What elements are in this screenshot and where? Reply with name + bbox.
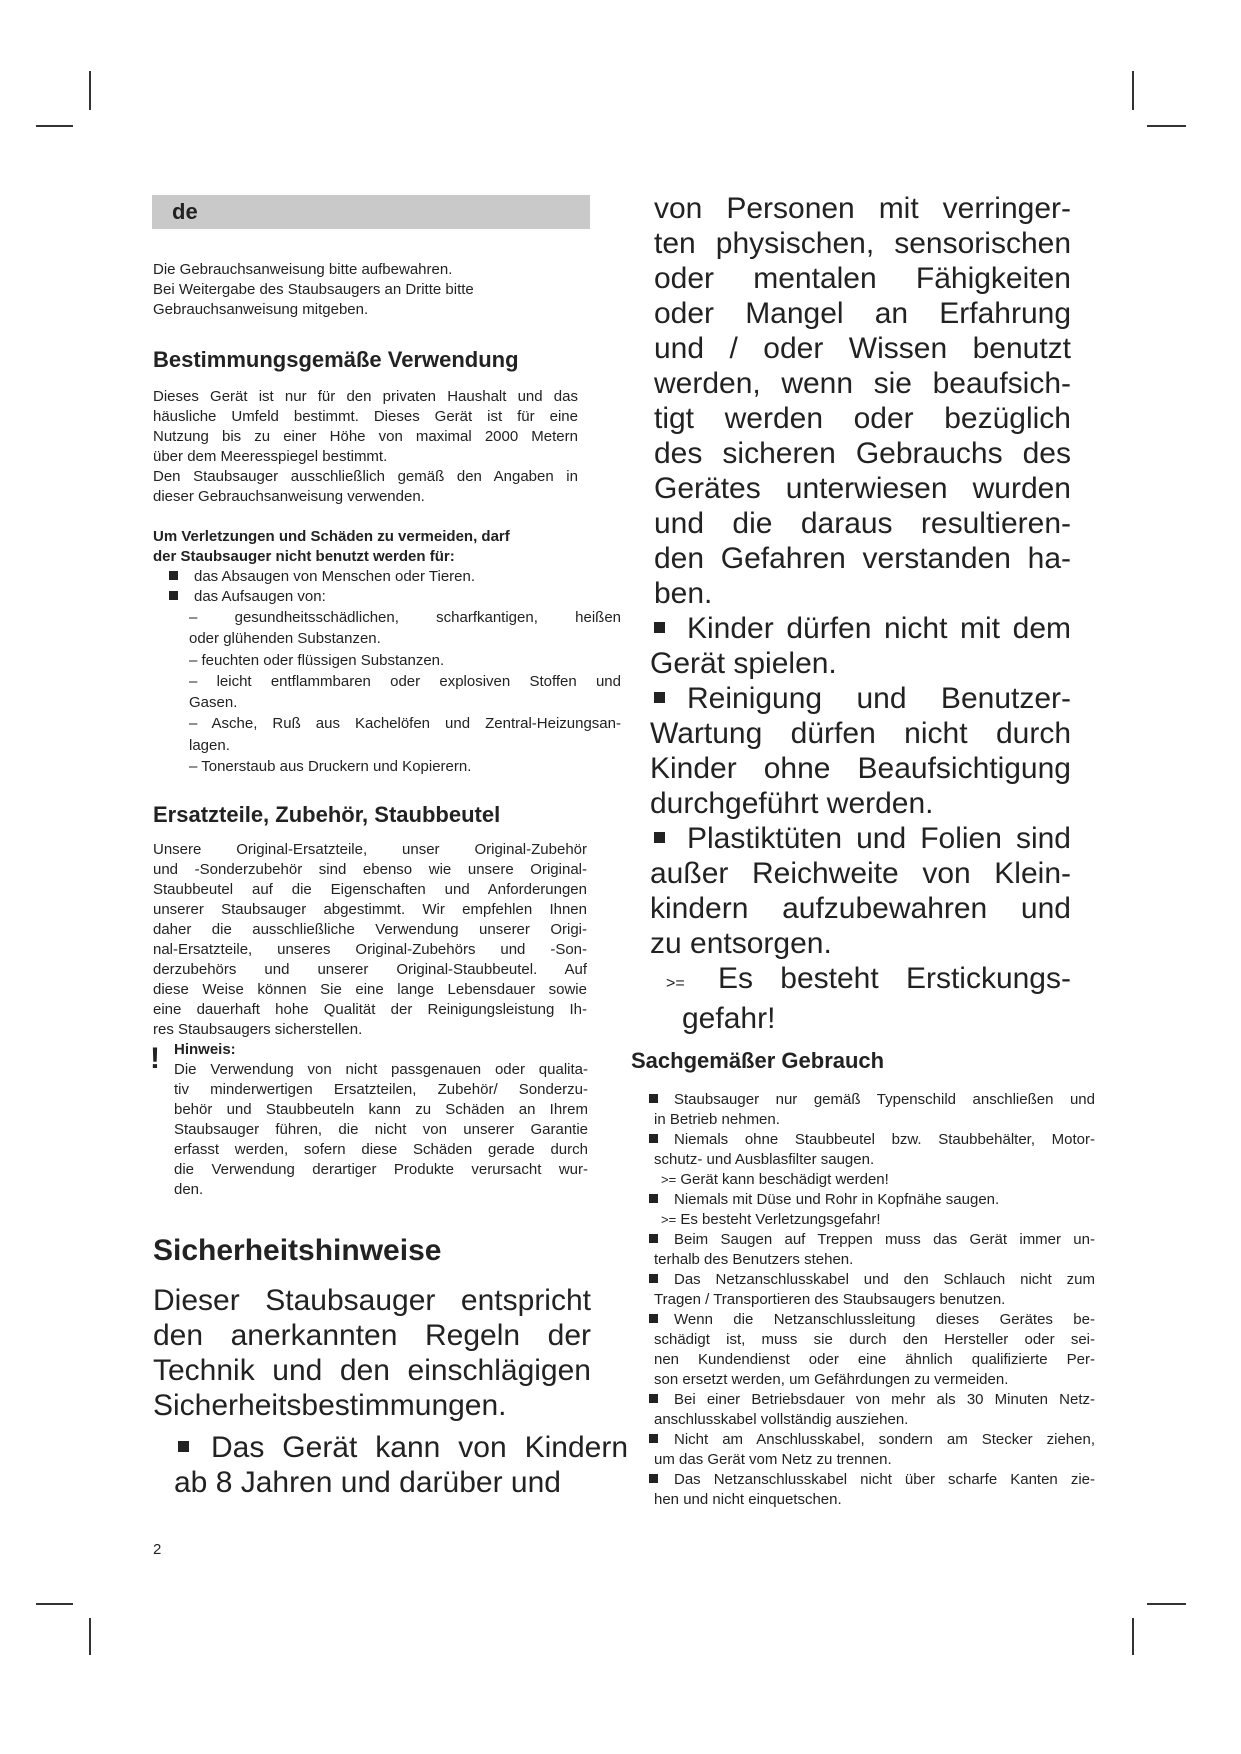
line-text: dieser Gebrauchsanweisung verwenden. xyxy=(153,488,425,505)
bullet-item xyxy=(649,1470,1095,1510)
line-text: oder glühenden Substanzen. xyxy=(189,630,381,648)
line-text: Um Verletzungen und Schäden zu vermeiden, darf xyxy=(153,528,510,545)
line-text: res Staubsaugers sicherstellen. xyxy=(153,1021,363,1038)
text-line xyxy=(649,1190,1095,1210)
line-text: Wartung dürfen nicht durch xyxy=(650,717,1071,750)
bullet-square-icon xyxy=(654,692,665,703)
bullet-item xyxy=(174,1430,628,1500)
bullet-square-icon xyxy=(178,1441,189,1452)
line-text: son ersetzt werden, um Gefährdungen zu vermeiden. xyxy=(654,1371,1009,1388)
bullet-item xyxy=(650,681,1071,821)
text-line xyxy=(654,541,1071,576)
text-line xyxy=(650,891,1071,926)
bullet-item xyxy=(649,1390,1095,1430)
line-text: zu entsorgen. xyxy=(650,927,832,960)
bullet-square-icon xyxy=(649,1094,658,1103)
line-text: und die daraus resultieren- xyxy=(654,507,1071,540)
text-line xyxy=(654,1001,1071,1036)
text-line xyxy=(189,607,621,628)
text-line xyxy=(650,856,1071,891)
line-text: Unsere Original-Ersatzteile, unser Original-Zubehör xyxy=(153,841,587,858)
text-line xyxy=(654,611,1071,646)
paragraph xyxy=(153,387,578,467)
line-text: Den Staubsauger ausschließlich gemäß den Angaben in xyxy=(153,468,578,485)
line-text: durchgeführt werden. xyxy=(650,787,934,820)
line-text: Gebrauchsanweisung mitgeben. xyxy=(153,301,369,318)
text-line xyxy=(654,1330,1095,1350)
heading-intended-use: Bestimmungsgemäße Verwendung xyxy=(153,347,519,372)
text-line xyxy=(654,1110,1095,1130)
bullet-item xyxy=(649,1130,1095,1170)
line-text: Beim Saugen auf Treppen muss das Gerät immer un- xyxy=(674,1231,1095,1248)
text-line xyxy=(654,191,1071,226)
line-text: Nicht am Anschlusskabel, sondern am Stecker ziehen, xyxy=(674,1431,1095,1448)
bullet-item xyxy=(649,1090,1095,1130)
line-text: Es besteht Erstickungs- xyxy=(717,962,1071,995)
line-text: daher die ausschließliche Verwendung unserer Origi- xyxy=(153,921,587,938)
bullet-square-icon xyxy=(169,591,178,600)
line-text: den anerkannten Regeln der xyxy=(153,1319,591,1352)
text-line xyxy=(153,300,578,320)
bullet-item xyxy=(169,567,589,587)
paragraph xyxy=(153,467,578,507)
text-line xyxy=(649,1230,1095,1250)
line-text: Staubsauger führen, die nicht von unserer Garantie xyxy=(174,1121,588,1138)
text-line xyxy=(153,920,587,940)
line-text: erfasst werden, sofern diese Schäden gerade durch xyxy=(174,1141,588,1158)
note-text xyxy=(174,1060,588,1200)
text-line xyxy=(649,1210,1095,1230)
consequence-note xyxy=(649,1170,1095,1190)
bullet-item xyxy=(649,1270,1095,1310)
heading-spare-parts: Ersatzteile, Zubehör, Staubbeutel xyxy=(153,802,501,827)
text-line xyxy=(649,1310,1095,1330)
text-line xyxy=(654,296,1071,331)
safety-text-continued xyxy=(650,191,1071,1036)
warning-subitems xyxy=(189,607,621,777)
text-line xyxy=(153,840,587,860)
line-text: Plastiktüten und Folien sind xyxy=(687,822,1071,855)
text-line xyxy=(153,1353,591,1388)
line-text: Es besteht Verletzungsgefahr! xyxy=(680,1211,881,1228)
text-line xyxy=(153,447,578,467)
text-line xyxy=(654,1370,1095,1390)
text-line xyxy=(153,280,578,300)
paragraph xyxy=(654,191,1071,611)
text-line xyxy=(153,427,578,447)
safety-text xyxy=(153,1283,591,1423)
bullet-item xyxy=(650,821,1071,961)
line-text: – feuchten oder flüssigen Substanzen. xyxy=(189,651,445,669)
line-text: die Verwendung derartiger Produkte verursacht wur- xyxy=(174,1161,588,1178)
bullet-square-icon xyxy=(649,1134,658,1143)
paragraph xyxy=(174,1060,588,1200)
line-text: außer Reichweite von Klein- xyxy=(650,857,1071,890)
text-line xyxy=(153,1000,587,1020)
text-line xyxy=(654,261,1071,296)
text-line xyxy=(189,671,621,692)
line-text: oder Mangel an Erfahrung xyxy=(654,297,1071,330)
text-line xyxy=(153,860,587,880)
line-text: ten physischen, sensorischen xyxy=(654,227,1071,260)
bullet-square-icon xyxy=(649,1234,658,1243)
page-number: 2 xyxy=(153,1541,162,1558)
text-line xyxy=(649,1090,1095,1110)
text-line xyxy=(654,226,1071,261)
text-line xyxy=(654,1490,1095,1510)
paragraph xyxy=(189,671,621,714)
bullet-item xyxy=(649,1310,1095,1390)
text-line xyxy=(649,1390,1095,1410)
line-text: Wenn die Netzanschlussleitung dieses Gerätes be- xyxy=(674,1311,1095,1328)
crop-mark xyxy=(89,71,91,110)
line-text: Die Gebrauchsanweisung bitte aufbewahren. xyxy=(153,261,453,278)
line-text: Gerät spielen. xyxy=(650,647,837,680)
line-text: und -Sonderzubehör sind ebenso wie unsere Original- xyxy=(153,861,587,878)
line-text: ab 8 Jahren und darüber und xyxy=(174,1466,561,1499)
text-line xyxy=(153,467,578,487)
bullet-item xyxy=(649,1430,1095,1470)
text-line xyxy=(654,1250,1095,1270)
text-line xyxy=(189,735,621,756)
arrow-marker: >= xyxy=(666,975,685,992)
line-text: Nutzung bis zu einer Höhe von maximal 2000 Metern xyxy=(153,428,578,445)
warning-bullets xyxy=(169,567,589,607)
text-line xyxy=(174,1140,588,1160)
text-line xyxy=(153,547,578,567)
line-text: kindern aufzubewahren und xyxy=(650,892,1071,925)
text-line xyxy=(654,1150,1095,1170)
crop-mark xyxy=(1147,1603,1186,1605)
line-text: Das Netzanschlusskabel nicht über scharfe Kanten zie- xyxy=(674,1471,1095,1488)
text-line xyxy=(654,681,1071,716)
warning-intro xyxy=(153,527,578,567)
line-text: Gasen. xyxy=(189,694,238,712)
line-text: schutz- und Ausblasfilter saugen. xyxy=(654,1151,875,1168)
crop-mark xyxy=(1132,1618,1134,1655)
line-text: des sicheren Gebrauchs des xyxy=(654,437,1071,470)
line-text: lagen. xyxy=(189,736,230,754)
paragraph xyxy=(153,1283,591,1423)
text-line xyxy=(654,331,1071,366)
text-line xyxy=(153,880,587,900)
line-text: Reinigung und Benutzer- xyxy=(687,682,1071,715)
arrow-marker: >= xyxy=(661,1172,677,1187)
text-line xyxy=(654,506,1071,541)
line-text: das Absaugen von Menschen oder Tieren. xyxy=(194,568,476,585)
intro-text xyxy=(153,260,578,320)
bullet-item xyxy=(649,1190,1095,1210)
text-line xyxy=(189,713,621,734)
spare-parts-text xyxy=(153,840,587,1040)
text-line xyxy=(174,1060,588,1080)
bullet-item xyxy=(649,1230,1095,1270)
bullet-square-icon xyxy=(654,622,665,633)
intended-use-text xyxy=(153,387,578,507)
line-text: hen und nicht einquetschen. xyxy=(654,1491,842,1508)
text-line xyxy=(189,692,621,713)
text-line xyxy=(169,587,589,607)
text-line xyxy=(654,1450,1095,1470)
line-text: Kinder ohne Beaufsichtigung xyxy=(650,752,1071,785)
text-line xyxy=(153,960,587,980)
line-text: nen Kundendienst oder eine ähnlich qualifizierte Per- xyxy=(654,1351,1095,1368)
text-line xyxy=(153,1020,587,1040)
line-text: Kinder dürfen nicht mit dem xyxy=(687,612,1071,645)
text-line xyxy=(654,1290,1095,1310)
line-text: Bei Weitergabe des Staubsaugers an Dritte bitte xyxy=(153,281,474,298)
crop-mark xyxy=(1147,125,1186,127)
line-text: derzubehörs und unserer Original-Staubbeutel. Auf xyxy=(153,961,587,978)
line-text: nal-Ersatzteile, unseres Original-Zubehörs und -Son- xyxy=(153,941,587,958)
bullet-square-icon xyxy=(649,1314,658,1323)
bullet-square-icon xyxy=(649,1474,658,1483)
text-line xyxy=(650,716,1071,751)
line-text: Sicherheitsbestimmungen. xyxy=(153,1389,507,1422)
bullet-item xyxy=(169,587,589,607)
line-text: der Staubsauger nicht benutzt werden für: xyxy=(153,548,455,565)
line-text: Die Verwendung von nicht passgenauen oder qualita- xyxy=(174,1061,588,1078)
crop-mark xyxy=(89,1618,91,1655)
text-line xyxy=(654,366,1071,401)
line-text: unserer Staubsauger abgestimmt. Wir empfehlen Ihnen xyxy=(153,901,587,918)
text-line xyxy=(153,1318,591,1353)
consequence-note xyxy=(654,961,1071,1036)
line-text: über dem Meeresspiegel bestimmt. xyxy=(153,448,388,465)
arrow-marker: >= xyxy=(661,1212,677,1227)
text-line xyxy=(174,1100,588,1120)
text-line xyxy=(178,1430,628,1465)
line-text: diese Weise können Sie eine lange Lebensdauer sowie xyxy=(153,981,587,998)
text-line xyxy=(654,1350,1095,1370)
text-line xyxy=(189,756,621,777)
text-line xyxy=(654,576,1071,611)
text-line xyxy=(650,786,1071,821)
paragraph xyxy=(189,607,621,650)
line-text: in Betrieb nehmen. xyxy=(654,1111,780,1128)
text-line xyxy=(189,628,621,649)
line-text: Niemals ohne Staubbeutel bzw. Staubbehälter, Motor- xyxy=(674,1131,1095,1148)
text-line xyxy=(169,567,589,587)
line-text: Dieser Staubsauger entspricht xyxy=(153,1284,591,1317)
text-line xyxy=(654,961,1071,1001)
text-line xyxy=(654,436,1071,471)
line-text: von Personen mit verringer- xyxy=(654,192,1071,225)
line-text: – leicht entflammbaren oder explosiven Stoffen und xyxy=(189,672,621,690)
text-line xyxy=(189,650,621,671)
line-text: eine dauerhaft hohe Qualität der Reinigungsleistung Ih- xyxy=(153,1001,587,1018)
text-line xyxy=(649,1270,1095,1290)
line-text: tigt werden oder bezüglich xyxy=(654,402,1071,435)
proper-use-list xyxy=(649,1090,1095,1510)
line-text: das Aufsaugen von: xyxy=(194,588,326,605)
bullet-item xyxy=(650,611,1071,681)
exclamation-icon: ! xyxy=(150,1042,160,1075)
heading-safety: Sicherheitshinweise xyxy=(153,1234,442,1267)
line-text: anschlusskabel vollständig ausziehen. xyxy=(654,1411,909,1428)
line-text: Gerätes unterwiesen wurden xyxy=(654,472,1071,505)
paragraph xyxy=(189,756,621,777)
text-line xyxy=(649,1170,1095,1190)
text-line xyxy=(153,1283,591,1318)
text-line xyxy=(153,1388,591,1423)
line-text: – Tonerstaub aus Druckern und Kopierern. xyxy=(189,758,472,776)
bullet-square-icon xyxy=(649,1434,658,1443)
text-line xyxy=(654,401,1071,436)
text-line xyxy=(654,821,1071,856)
heading-proper-use: Sachgemäßer Gebrauch xyxy=(631,1048,885,1073)
line-text: werden, wenn sie beaufsich- xyxy=(654,367,1071,400)
text-line xyxy=(649,1470,1095,1490)
line-text: behör und Staubbeuteln kann zu Schäden an Ihrem xyxy=(174,1101,588,1118)
text-line xyxy=(174,1120,588,1140)
text-line xyxy=(153,527,578,547)
text-line xyxy=(153,900,587,920)
text-line xyxy=(649,1430,1095,1450)
line-text: den. xyxy=(174,1181,204,1198)
crop-mark xyxy=(36,125,73,127)
text-line xyxy=(654,1410,1095,1430)
text-line xyxy=(654,471,1071,506)
line-text: Staubbeutel auf die Eigenschaften und Anforderungen xyxy=(153,881,587,898)
paragraph xyxy=(153,527,578,567)
safety-bullet xyxy=(174,1430,628,1500)
text-line xyxy=(153,940,587,960)
line-text: um das Gerät vom Netz zu trennen. xyxy=(654,1451,892,1468)
line-text: Das Netzanschlusskabel und den Schlauch nicht zum xyxy=(674,1271,1095,1288)
text-line xyxy=(649,1130,1095,1150)
line-text: Tragen / Transportieren des Staubsaugers benutzen. xyxy=(654,1291,1006,1308)
line-text: Technik und den einschlägigen xyxy=(153,1354,591,1387)
crop-mark xyxy=(36,1603,73,1605)
bullet-square-icon xyxy=(654,832,665,843)
line-text: Gerät kann beschädigt werden! xyxy=(680,1171,889,1188)
line-text: gefahr! xyxy=(682,1002,776,1035)
line-text: – gesundheitsschädlichen, scharfkantigen, heißen xyxy=(189,609,621,626)
note-title: Hinweis: xyxy=(174,1041,236,1058)
line-text: Niemals mit Düse und Rohr in Kopfnähe saugen. xyxy=(674,1191,1000,1208)
bullet-square-icon xyxy=(649,1274,658,1283)
line-text: Staubsauger nur gemäß Typenschild anschließen und xyxy=(674,1091,1095,1108)
line-text: Dieses Gerät ist nur für den privaten Haushalt und das xyxy=(153,388,578,405)
bullet-square-icon xyxy=(169,571,178,580)
paragraph xyxy=(153,840,587,1040)
text-line xyxy=(174,1160,588,1180)
line-text: den Gefahren verstanden ha- xyxy=(654,542,1071,575)
line-text: ben. xyxy=(654,577,713,610)
consequence-note xyxy=(649,1210,1095,1230)
line-text: und / oder Wissen benutzt xyxy=(654,332,1071,365)
text-line xyxy=(650,751,1071,786)
text-line xyxy=(153,407,578,427)
line-text: – Asche, Ruß aus Kachelöfen und Zentral-Heizungsan- xyxy=(189,715,621,733)
text-line xyxy=(153,260,578,280)
paragraph xyxy=(153,260,578,320)
line-text: Das Gerät kann von Kindern xyxy=(211,1431,628,1464)
crop-mark xyxy=(1132,71,1134,110)
text-line xyxy=(153,487,578,507)
line-text: häusliche Umfeld bestimmt. Dieses Gerät ist für eine xyxy=(153,408,578,425)
text-line xyxy=(174,1465,628,1500)
bullet-square-icon xyxy=(649,1194,658,1203)
paragraph xyxy=(189,713,621,756)
text-line xyxy=(174,1080,588,1100)
line-text: Bei einer Betriebsdauer von mehr als 30 Minuten Netz- xyxy=(674,1391,1095,1408)
text-line xyxy=(153,387,578,407)
language-code: de xyxy=(172,199,198,224)
text-line xyxy=(153,980,587,1000)
line-text: tiv minderwertigen Ersatzteilen, Zubehör/ Sonderzu- xyxy=(174,1081,588,1098)
text-line xyxy=(650,646,1071,681)
language-bar xyxy=(152,195,590,229)
line-text: schädigt ist, muss sie durch den Hersteller oder sei- xyxy=(654,1331,1095,1348)
bullet-square-icon xyxy=(649,1394,658,1403)
paragraph xyxy=(189,650,621,671)
text-line xyxy=(174,1180,588,1200)
line-text: terhalb des Benutzers stehen. xyxy=(654,1251,854,1268)
line-text: oder mentalen Fähigkeiten xyxy=(654,262,1071,295)
text-line xyxy=(650,926,1071,961)
